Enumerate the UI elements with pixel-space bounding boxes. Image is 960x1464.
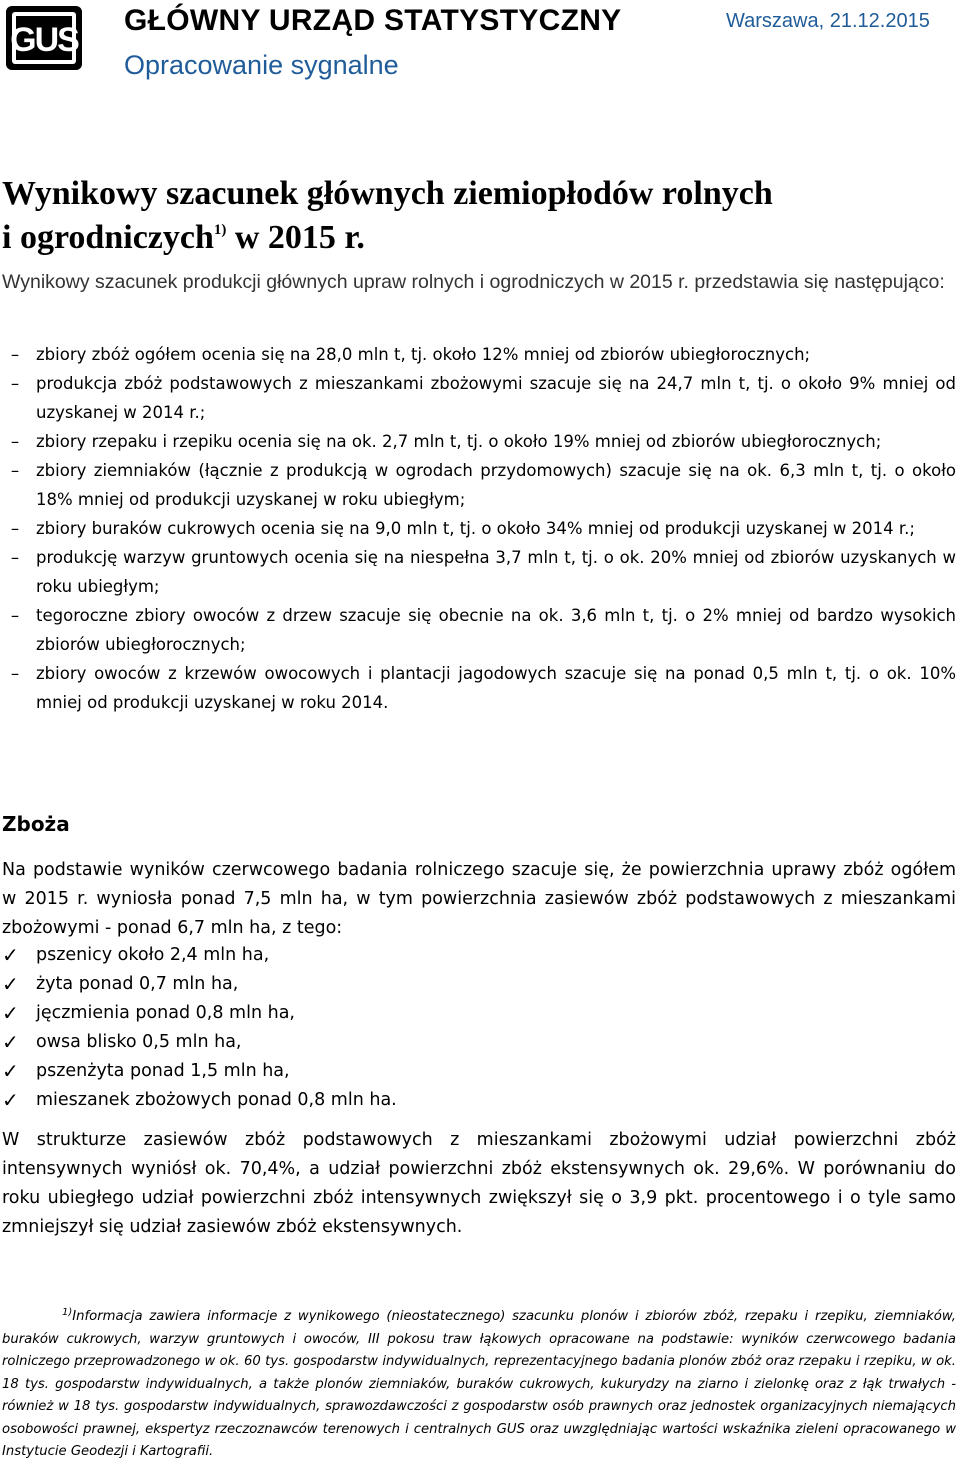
section-paragraph-1: Na podstawie wyników czerwcowego badania rolniczego szacuje się, że powierzchnia uprawy zbóż ogółem w 2015 r. wyniosła ponad 7,5 mln ha, w tym powierzchnia zasiewów zbóż podstawowych z mieszankami zbożowymi - ponad 6,7 mln ha, z tego: <box>2 860 956 938</box>
footnote-ref[interactable]: 1) <box>213 222 227 238</box>
list-item: – zbiory ziemniaków (łącznie z produkcją w ogrodach przydomowych) szacuje się na ok. 6,3 mln t, tj. o około 18% mniej od produkcji uzyskanej w roku ubiegłym; <box>0 456 956 514</box>
svg-text:GUS: GUS <box>10 21 78 59</box>
title-line-2: i ogrodniczych$^{1)}$ w 2015 r. <box>2 219 365 256</box>
dash-bullet-icon: – <box>10 519 20 538</box>
footnote-mark: 1) <box>62 1307 73 1318</box>
checkmark-icon: ✓ <box>2 1059 19 1083</box>
dash-bullet-icon: – <box>10 606 20 625</box>
list-item: ✓ żyta ponad 0,7 mln ha, <box>0 970 397 999</box>
summary-list <box>0 340 956 717</box>
dash-bullet-icon: – <box>10 345 20 364</box>
list-item: ✓ pszenżyta ponad 1,5 mln ha, <box>0 1057 397 1086</box>
gus-logo <box>4 4 84 72</box>
intro-paragraph: Wynikowy szacunek produkcji głównych upraw rolnych i ogrodniczych w 2015 r. przedstawia się następująco: <box>2 271 945 293</box>
footnote-text: Informacja zawiera informacje z wynikowego (nieostatecznego) szacunku plonów i zbiorów zbóż, rzepaku i rzepiku, ziemniaków, buraków cukrowych, warzyw gruntowych i owoców, III pokosu traw łąkowych opracowane na podstawie: wyników czerwcowego badania rolniczego przeprowadzonego w ok. 60 tys. gospodarstw indywidualnych, reprezentacyjnego badania plonów zbóż oraz rzepaku i rzepiku, w ok. 18 tys. gospodarstw indywidualnych, a także plonów ziemniaków, buraków cukrowych, kukurydzy na ziarno i zielonkę oraz z łąk trwałych - również w 18 tys. gospodarstw indywidualnych, sprawozdawczości z gospodarstw osób prawnych oraz jednostek organizacyjnych niemających osobowości prawnej, ekspertyz rzeczoznawców terenowych i centralnych GUS oraz uwzględniając wartości wskaźnika zieleni opracowanego w Instytucie Geodezji i Kartografii. <box>2 1309 956 1459</box>
crop-list <box>0 941 397 1115</box>
list-item: ✓ mieszanek zbożowych ponad 0,8 mln ha. <box>0 1086 397 1115</box>
list-item: – produkcję warzyw gruntowych ocenia się na niespełna 3,7 mln t, tj. o ok. 20% mniej od zbiorów uzyskanych w roku ubiegłym; <box>0 543 956 601</box>
list-item: ✓ jęczmienia ponad 0,8 mln ha, <box>0 999 397 1028</box>
list-item: – tegoroczne zbiory owoców z drzew szacuje się obecnie na ok. 3,6 mln t, tj. o 2% mniej od bardzo wysokich zbiorów ubiegłorocznych; <box>0 601 956 659</box>
section-paragraph-2: W strukturze zasiewów zbóż podstawowych z mieszankami zbożowymi udział powierzchni zbóż intensywnych wyniósł ok. 70,4%, a udział powierzchni zbóż ekstensywnych ok. 29,6%. W porównaniu do roku ubiegłego udział powierzchni zbóż intensywnych zwiększył się o 3,9 pkt. procentowego i o tyle samo zmniejszył się udział zasiewów zbóż ekstensywnych. <box>2 1130 956 1237</box>
footnote <box>2 1306 956 1464</box>
dash-bullet-icon: – <box>10 664 20 683</box>
title-line-1: Wynikowy szacunek głównych ziemiopłodów rolnych <box>2 175 773 212</box>
dash-bullet-icon: – <box>10 432 20 451</box>
checkmark-icon: ✓ <box>2 943 19 967</box>
list-item: – zbiory rzepaku i rzepiku ocenia się na ok. 2,7 mln t, tj. o około 19% mniej od zbiorów ubiegłorocznych; <box>0 427 956 456</box>
dash-bullet-icon: – <box>10 548 20 567</box>
dash-bullet-icon: – <box>10 461 20 480</box>
list-item: – zbiory zbóż ogółem ocenia się na 28,0 mln t, tj. około 12% mniej od zbiorów ubiegłorocznych; <box>0 340 956 369</box>
list-item: ✓ pszenicy około 2,4 mln ha, <box>0 941 397 970</box>
list-item: ✓ owsa blisko 0,5 mln ha, <box>0 1028 397 1057</box>
document-title <box>2 172 942 260</box>
checkmark-icon: ✓ <box>2 972 19 996</box>
place-date: Warszawa, 21.12.2015 <box>726 10 930 32</box>
section-heading: Zboża <box>2 812 70 836</box>
institution-name: GŁÓWNY URZĄD STATYSTYCZNY <box>124 4 622 37</box>
list-item: – zbiory buraków cukrowych ocenia się na 9,0 mln t, tj. o około 34% mniej od produkcji uzyskanej w 2014 r.; <box>0 514 956 543</box>
list-item: – produkcja zbóż podstawowych z mieszankami zbożowymi szacuje się na 24,7 mln t, tj. o około 9% mniej od uzyskanej w 2014 r.; <box>0 369 956 427</box>
checkmark-icon: ✓ <box>2 1088 19 1112</box>
list-item: – zbiory owoców z krzewów owocowych i plantacji jagodowych szacuje się na ponad 0,5 mln t, tj. o ok. 10% mniej od produkcji uzyskanej w roku 2014. <box>0 659 956 717</box>
publication-type: Opracowanie sygnalne <box>124 50 399 80</box>
dash-bullet-icon: – <box>10 374 20 393</box>
checkmark-icon: ✓ <box>2 1001 19 1025</box>
checkmark-icon: ✓ <box>2 1030 19 1054</box>
